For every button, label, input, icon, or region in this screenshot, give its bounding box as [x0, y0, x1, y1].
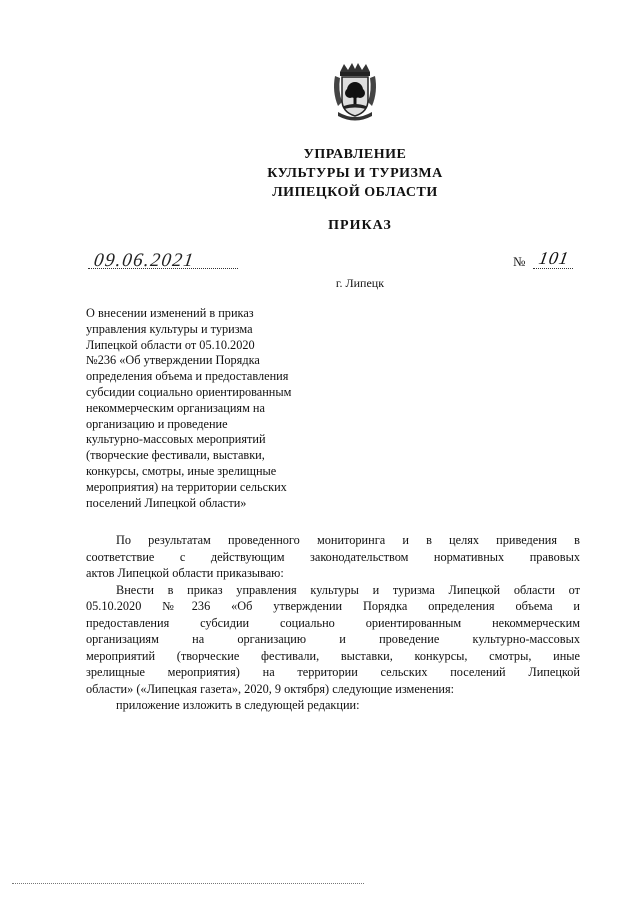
order-line: зрелищные мероприятия) на территории сельских поселений Липецкой	[86, 665, 580, 679]
order-line: мероприятий (творческие фестивали, выставки, конкурсы, смотры, иные	[86, 648, 580, 663]
header-line-1: УПРАВЛЕНИЕ	[303, 147, 407, 162]
subject-line: управления культуры и туризма	[86, 321, 253, 336]
subject-line: Липецкой области от 05.10.2020	[86, 337, 255, 352]
subject-line: некоммерческим организациям на	[86, 400, 265, 415]
subject-line: О внесении изменений в приказ	[86, 306, 254, 320]
order-subject	[86, 306, 366, 511]
subject-line: №236 «Об утверждении Порядка	[86, 353, 260, 368]
amendment-line: приложение изложить в следующей редакции:	[116, 698, 360, 712]
subject-line: организацию и проведение	[86, 416, 228, 431]
preamble-line: актов Липецкой области приказываю:	[86, 566, 284, 580]
subject-line: конкурсы, смотры, иные зрелищные	[86, 463, 277, 478]
preamble-line: соответствие с действующим законодательством нормативных правовых	[86, 549, 580, 564]
header-line-3: ЛИПЕЦКОЙ ОБЛАСТИ	[272, 185, 438, 200]
subject-line: (творческие фестивали, выставки,	[86, 448, 265, 463]
bottom-divider	[12, 883, 364, 884]
order-line: предоставления субсидии социально ориентированным некоммерческим	[86, 615, 580, 630]
order-date	[88, 246, 248, 276]
order-number-label: №	[513, 254, 526, 269]
order-number-value: 101	[537, 248, 571, 268]
order-body	[86, 532, 580, 714]
document-title: ПРИКАЗ	[328, 218, 392, 233]
subject-line: мероприятия) на территории сельских	[86, 479, 287, 494]
paragraph-amendment	[86, 697, 580, 714]
order-line: 05.10.2020 №236 «Об утверждении Порядка определения объема и	[86, 599, 580, 613]
subject-line: определения объема и предоставления	[86, 369, 289, 384]
date-underline	[88, 268, 238, 269]
paragraph-preamble	[86, 532, 580, 582]
number-underline	[533, 268, 573, 269]
paragraph-order	[86, 582, 580, 698]
order-date-value: 09.06.2021	[92, 250, 197, 271]
order-line: области» («Липецкая газета», 2020, 9 октября) следующие изменения:	[86, 681, 455, 696]
order-line: Внести в приказ управления культуры и туризма Липецкой области от	[116, 582, 580, 597]
order-number	[503, 246, 593, 276]
preamble-line: По результатам проведенного мониторинга и в целях приведения в	[116, 533, 580, 547]
city-name: г. Липецк	[335, 276, 385, 290]
subject-line: поселений Липецкой области»	[86, 495, 247, 510]
header-line-2: КУЛЬТУРЫ И ТУРИЗМА	[267, 166, 443, 181]
coat-of-arms-icon	[332, 62, 378, 122]
organization-header	[0, 145, 640, 202]
subject-line: субсидии социально ориентированным	[86, 384, 292, 399]
order-line: организациям на организацию и проведение культурно-массовых	[86, 632, 580, 646]
subject-line: культурно-массовых мероприятий	[86, 432, 266, 447]
